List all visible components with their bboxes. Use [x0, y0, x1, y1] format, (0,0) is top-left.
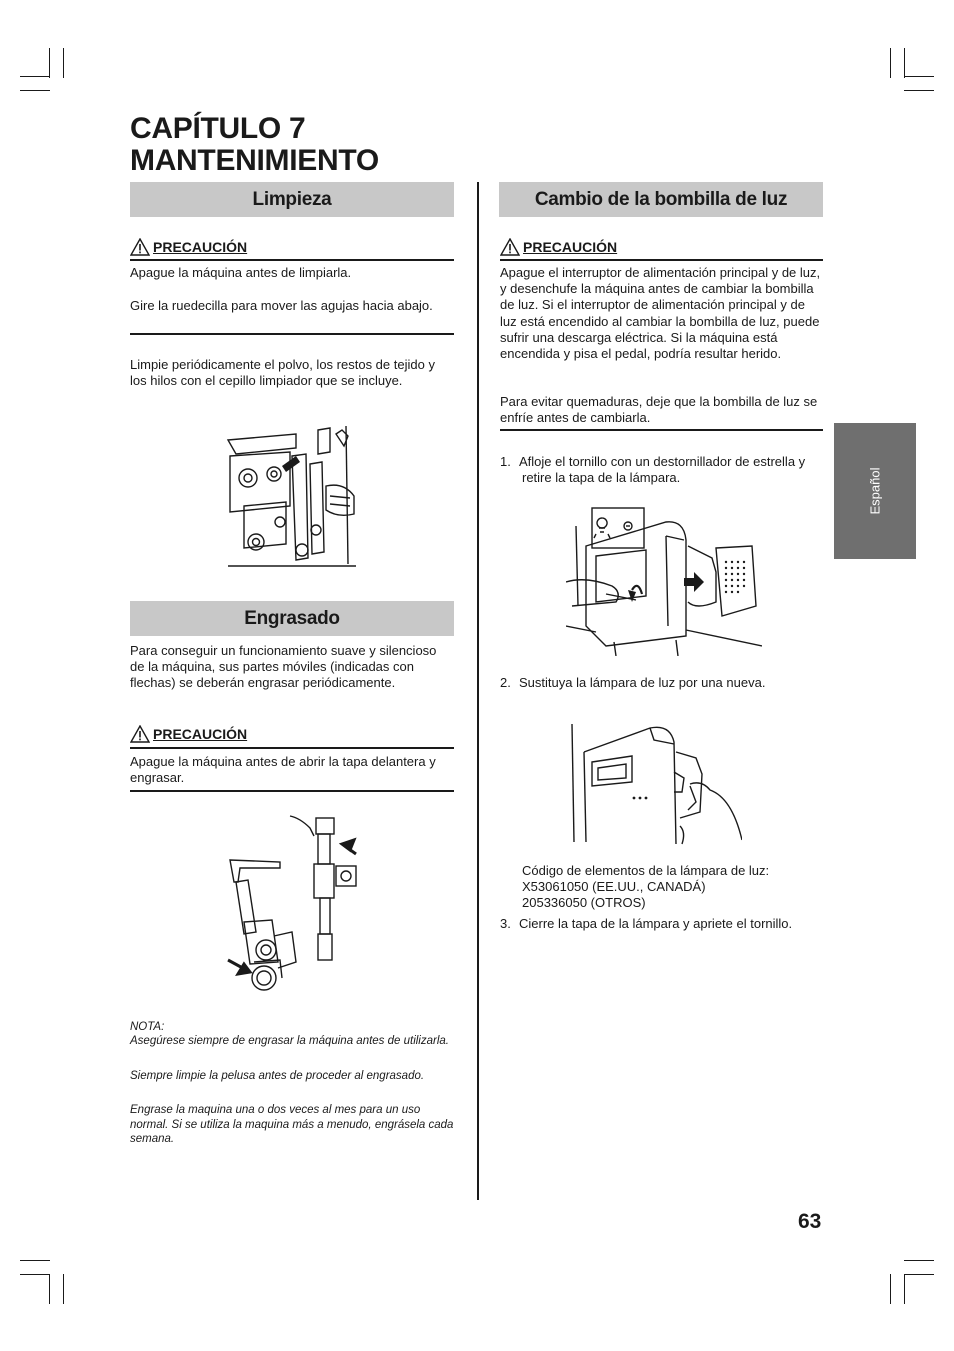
- warning-triangle-icon: [130, 238, 150, 256]
- step-3-number: 3.: [500, 916, 511, 931]
- caution-label: PRECAUCIÓN: [153, 239, 248, 255]
- page-number: 63: [798, 1210, 822, 1233]
- step-1-text: Afloje el tornillo con un destornillador de estrella y retire la tapa de la lámpara.: [519, 454, 806, 486]
- warning-triangle-icon: [130, 725, 150, 743]
- caution-rule-top: [130, 259, 454, 261]
- caution-text: Apague la máquina antes de limpiarla.: [130, 265, 352, 280]
- caution-rule-top: [130, 747, 454, 749]
- caution-rule-bottom: [130, 333, 454, 335]
- cleaning-illustration: [226, 426, 358, 568]
- caution-rule-bottom: [130, 790, 454, 792]
- caution-limpieza: [130, 238, 247, 256]
- note-item: Asegúrese siempre de engrasar la máquina antes de utilizarla.: [130, 1035, 449, 1047]
- language-tab-label: Español: [867, 467, 883, 515]
- section-heading-limpieza: Limpieza: [130, 182, 454, 217]
- bulb-replacement-illustration: [570, 722, 742, 846]
- lamp-code-other: 205336050 (OTROS): [522, 895, 646, 910]
- caution-label: PRECAUCIÓN: [153, 726, 248, 742]
- section-heading-engrasado: Engrasado: [130, 601, 454, 636]
- warning-triangle-icon: [500, 238, 520, 256]
- caution-text: Para evitar quemaduras, deje que la bombilla de luz se enfríe antes de cambiarla.: [500, 394, 818, 426]
- lamp-cover-illustration: [566, 506, 762, 656]
- caution-engrasado: [130, 725, 247, 743]
- chapter-number: CAPÍTULO 7: [130, 112, 306, 145]
- oiling-illustration: [214, 812, 364, 994]
- step-3-text: Cierre la tapa de la lámpara y apriete el tornillo.: [519, 916, 793, 931]
- limpieza-body: Limpie periódicamente el polvo, los restos de tejido y los hilos con el cepillo limpiador que se incluye.: [130, 357, 435, 389]
- caution-text: Apague el interruptor de alimentación principal y de luz, y desenchufe la máquina antes de cambiar la bombilla de luz. Si el interruptor de alimentación principal y de luz está encendido al cambiar la bombilla de luz, puede sufrir una descarga eléctrica. Si la máquina está encendida y pisa el pedal, podría resultar herido.: [500, 265, 821, 362]
- lamp-code-usa: X53061050 (EE.UU., CANADÁ): [522, 879, 706, 894]
- note-item: Engrase la maquina una o dos veces al mes para un uso normal. Si se utiliza la maquina más a menudo, engrásela cada semana.: [130, 1104, 454, 1145]
- caution-label: PRECAUCIÓN: [523, 239, 618, 255]
- chapter-title: [130, 113, 379, 177]
- step-2-text: Sustituya la lámpara de luz por una nueva.: [519, 675, 766, 690]
- note-item: Siempre limpie la pelusa antes de proceder al engrasado.: [130, 1070, 425, 1082]
- caution-text: Apague la máquina antes de abrir la tapa delantera y engrasar.: [130, 754, 436, 786]
- column-divider: [477, 182, 479, 1200]
- chapter-name: MANTENIMIENTO: [130, 144, 379, 177]
- step-1-number: 1.: [500, 454, 511, 469]
- section-heading-bombilla: Cambio de la bombilla de luz: [499, 182, 823, 217]
- lamp-code-label: Código de elementos de la lámpara de luz:: [522, 863, 770, 878]
- caution-text: Gire la ruedecilla para mover las agujas hacia abajo.: [130, 298, 433, 313]
- caution-rule-top: [500, 259, 823, 261]
- note-label: NOTA:: [130, 1021, 165, 1033]
- language-tab: [834, 423, 916, 559]
- caution-bombilla: [500, 238, 617, 256]
- caution-rule-bottom: [500, 429, 823, 431]
- step-2-number: 2.: [500, 675, 511, 690]
- engrasado-body: Para conseguir un funcionamiento suave y silencioso de la máquina, sus partes móviles (indicadas con flechas) se deberán engrasar periódicamente.: [130, 643, 437, 691]
